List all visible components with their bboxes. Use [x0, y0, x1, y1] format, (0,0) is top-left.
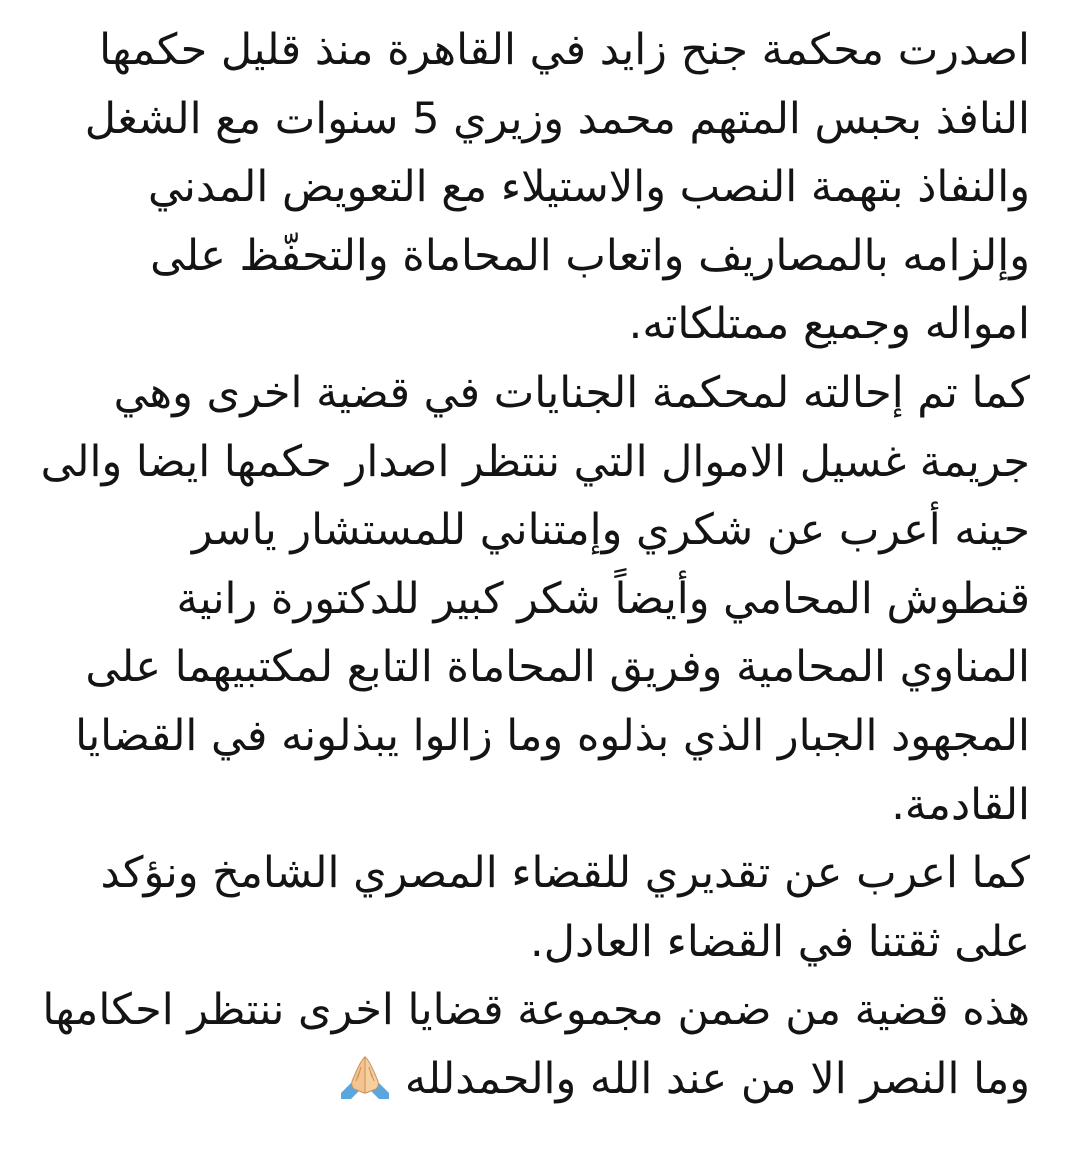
paragraph-judiciary-appreciation: كما اعرب عن تقديري للقضاء المصري الشامخ ونؤكد على ثقتنا في القضاء العادل. [100, 848, 1030, 967]
closing-text: هذه قضية من ضمن مجموعة قضايا اخرى ننتظر احكامها وما النصر الا من عند الله والحمدلله [42, 985, 1030, 1104]
praying-hands-icon [337, 1051, 393, 1097]
paragraph-verdict: اصدرت محكمة جنح زايد في القاهرة منذ قليل حكمها النافذ بحبس المتهم محمد وزيري 5 سنوات مع الشغل والنفاذ بتهمة النصب والاستيلاء مع التعويض المدني وإلزامه بالمصاريف واتعاب المحاماة والتحفّظ على امواله وجميع ممتلكاته. [84, 25, 1030, 350]
post-text [40, 16, 1030, 1114]
paragraph-closing [40, 976, 1030, 1113]
paragraph-referral-thanks: كما تم إحالته لمحكمة الجنايات في قضية اخرى وهي جريمة غسيل الاموال التي ننتظر اصدار حكمها ايضا والى حينه أعرب عن شكري وإمتناني للمستشار ياسر قنطوش المحامي وأيضاً شكر كبير للدكتورة رانية المناوي المحامية وفريق المحاماة التابع لمكتبيهما على المجهود الجبار الذي بذلوه وما زالوا يبذلونه في القضايا القادمة. [40, 367, 1030, 830]
